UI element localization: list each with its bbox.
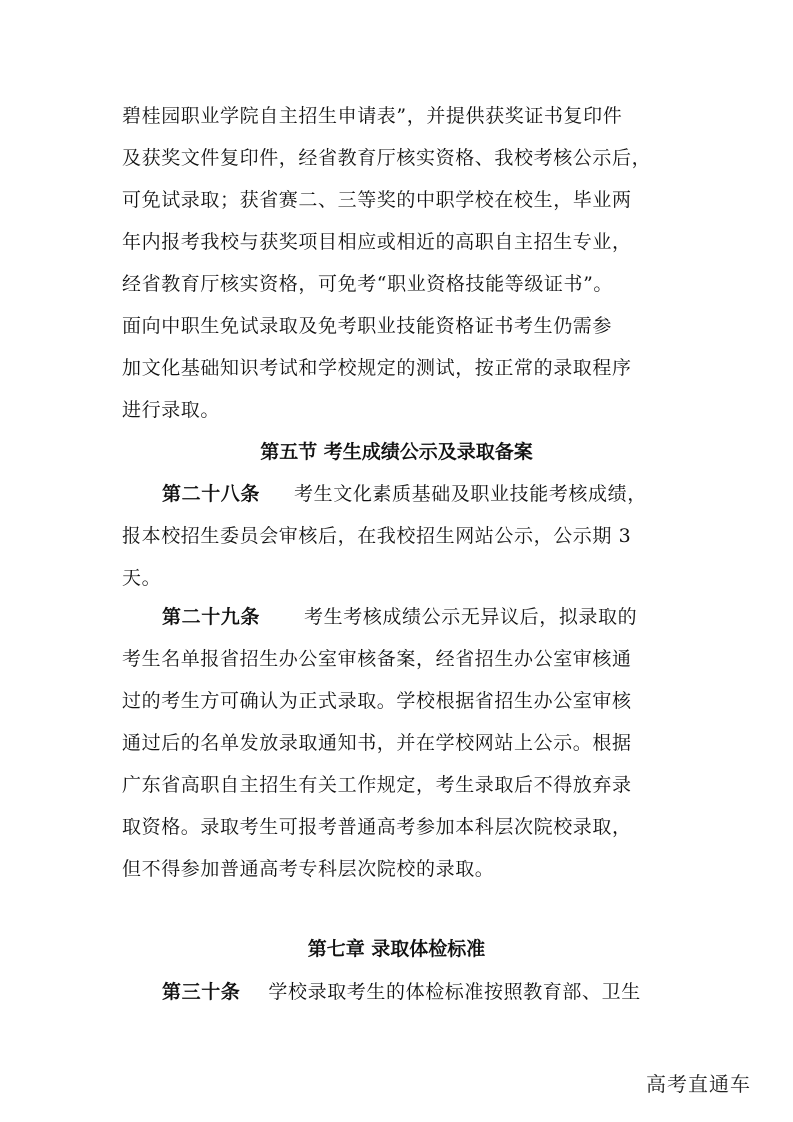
text-line: 进行录取。 [122, 399, 221, 421]
chapter-heading: 第七章 录取体检标准 [307, 938, 486, 960]
text-line: 年内报考我校与获奖项目相应或相近的高职自主招生专业， [122, 231, 632, 253]
text-line: 取资格。录取考生可报考普通高考参加本科层次院校录取， [122, 816, 632, 838]
article-text: 考生考核成绩公示无异议后，拟录取的 [304, 606, 638, 628]
text-line: 天。 [122, 567, 162, 589]
watermark-text: 高考直通车 [646, 1072, 751, 1096]
article-line [162, 482, 647, 506]
text-line: 报本校招生委员会审核后，在我校招生网站公示，公示期 3 [122, 525, 632, 547]
article-text: 考生文化素质基础及职业技能考核成绩， [294, 483, 647, 505]
text-line: 加文化基础知识考试和学校规定的测试，按正常的录取程序 [122, 357, 632, 379]
article-line [162, 980, 641, 1004]
article-label: 第二十九条 [162, 606, 261, 628]
text-line: 碧桂园职业学院自主招生申请表”，并提供获奖证书复印件 [122, 105, 623, 127]
article-text: 学校录取考生的体检标准按照教育部、卫生 [268, 981, 641, 1003]
text-line: 广东省高职自主招生有关工作规定，考生录取后不得放弃录 [122, 774, 632, 796]
text-line: 过的考生方可确认为正式录取。学校根据省招生办公室审核 [122, 690, 632, 712]
text-line: 经省教育厅核实资格，可免考“职业资格技能等级证书”。 [122, 273, 614, 295]
text-line: 考生名单报省招生办公室审核备案，经省招生办公室审核通 [122, 648, 632, 670]
text-line: 可免试录取；获省赛二、三等奖的中职学校在校生，毕业两 [122, 189, 632, 211]
text-line: 通过后的名单发放录取通知书，并在学校网站上公示。根据 [122, 732, 632, 754]
article-label: 第二十八条 [162, 483, 261, 505]
article-label: 第三十条 [162, 981, 241, 1003]
text-line: 及获奖文件复印件，经省教育厅核实资格、我校考核公示后， [122, 147, 652, 169]
section-heading: 第五节 考生成绩公示及录取备案 [260, 441, 533, 463]
article-line [162, 605, 637, 629]
text-line: 面向中职生免试录取及免考职业技能资格证书考生仍需参 [122, 315, 613, 337]
text-line: 但不得参加普通高考专科层次院校的录取。 [122, 858, 495, 880]
